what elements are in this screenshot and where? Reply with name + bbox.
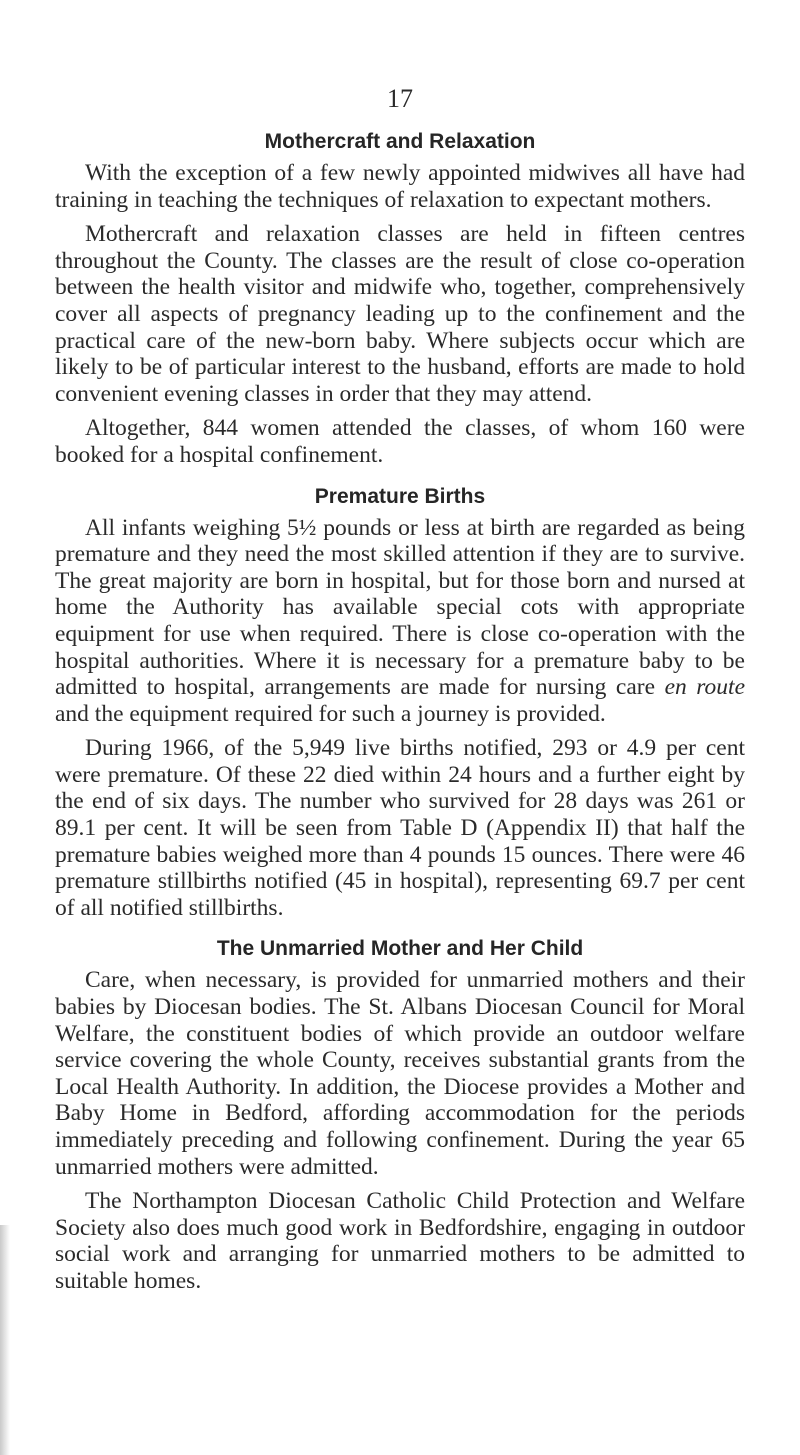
paragraph: Altogether, 844 women attended the classes, of whom 160 were booked for a hospital confinement. <box>55 415 745 468</box>
paragraph: Mothercraft and relaxation classes are held in fifteen centres throughout the County. The classes are the result of close co-operation between the health visitor and midwife who, together, comprehensively cover all aspects of pregnancy leading up to the confinement and the practical care of the new-born baby. Where subjects occur which are likely to be of particular interest to the husband, efforts are made to hold convenient evening classes in order that they may attend. <box>55 221 745 407</box>
italic-phrase: en route <box>664 674 746 701</box>
paragraph-text: All infants weighing 5½ pounds or less at birth are regarded as being premature and they need the most skilled attention if they are to survive. The great majority are born in hospital, but for those born and nursed at home the Authority has available special cots with appropriate equipment for use when required. There is close co-operation with the hospital authorities. Where it is necessary for a premature baby to be admitted to hospital, arrangements are made for nursing care <box>55 514 745 701</box>
paragraph <box>55 515 745 728</box>
page-edge-shadow <box>0 1225 10 1455</box>
paragraph-text: and the equipment required for such a journey is provided. <box>55 700 606 727</box>
section-heading-unmarried-mother: The Unmarried Mother and Her Child <box>216 937 584 961</box>
section-heading-premature-births: Premature Births <box>314 484 486 508</box>
section-heading-mothercraft: Mothercraft and Relaxation <box>264 130 536 153</box>
paragraph: With the exception of a few newly appointed midwives all have had training in teaching the techniques of relaxation to expectant mothers. <box>55 160 745 213</box>
page-number: 17 <box>387 84 413 113</box>
paragraph: Care, when necessary, is provided for unmarried mothers and their babies by Diocesan bodies. The St. Albans Diocesan Council for Moral Welfare, the constituent bodies of which provide an outdoor welfare service covering the whole County, receives substantial grants from the Local Health Authority. In addition, the Diocese provides a Mother and Baby Home in Bedford, affording accommodation for the periods immediately preceding and following confinement. During the year 65 unmarried mothers were admitted. <box>55 967 745 1180</box>
paragraph: The Northampton Diocesan Catholic Child Protection and Welfare Society also does much good work in Bedfordshire, engaging in outdoor social work and arranging for unmarried mothers to be admitted to suitable homes. <box>55 1188 745 1294</box>
paragraph: During 1966, of the 5,949 live births notified, 293 or 4.9 per cent were premature. Of these 22 died within 24 hours and a further eight by the end of six days. The number who survived for 28 days was 261 or 89.1 per cent. It will be seen from Table D (Appendix II) that half the premature babies weighed more than 4 pounds 15 ounces. There were 46 premature stillbirths notified (45 in hospital), representing 69.7 per cent of all notified stillbirths. <box>55 735 745 921</box>
document-page <box>55 84 745 1303</box>
